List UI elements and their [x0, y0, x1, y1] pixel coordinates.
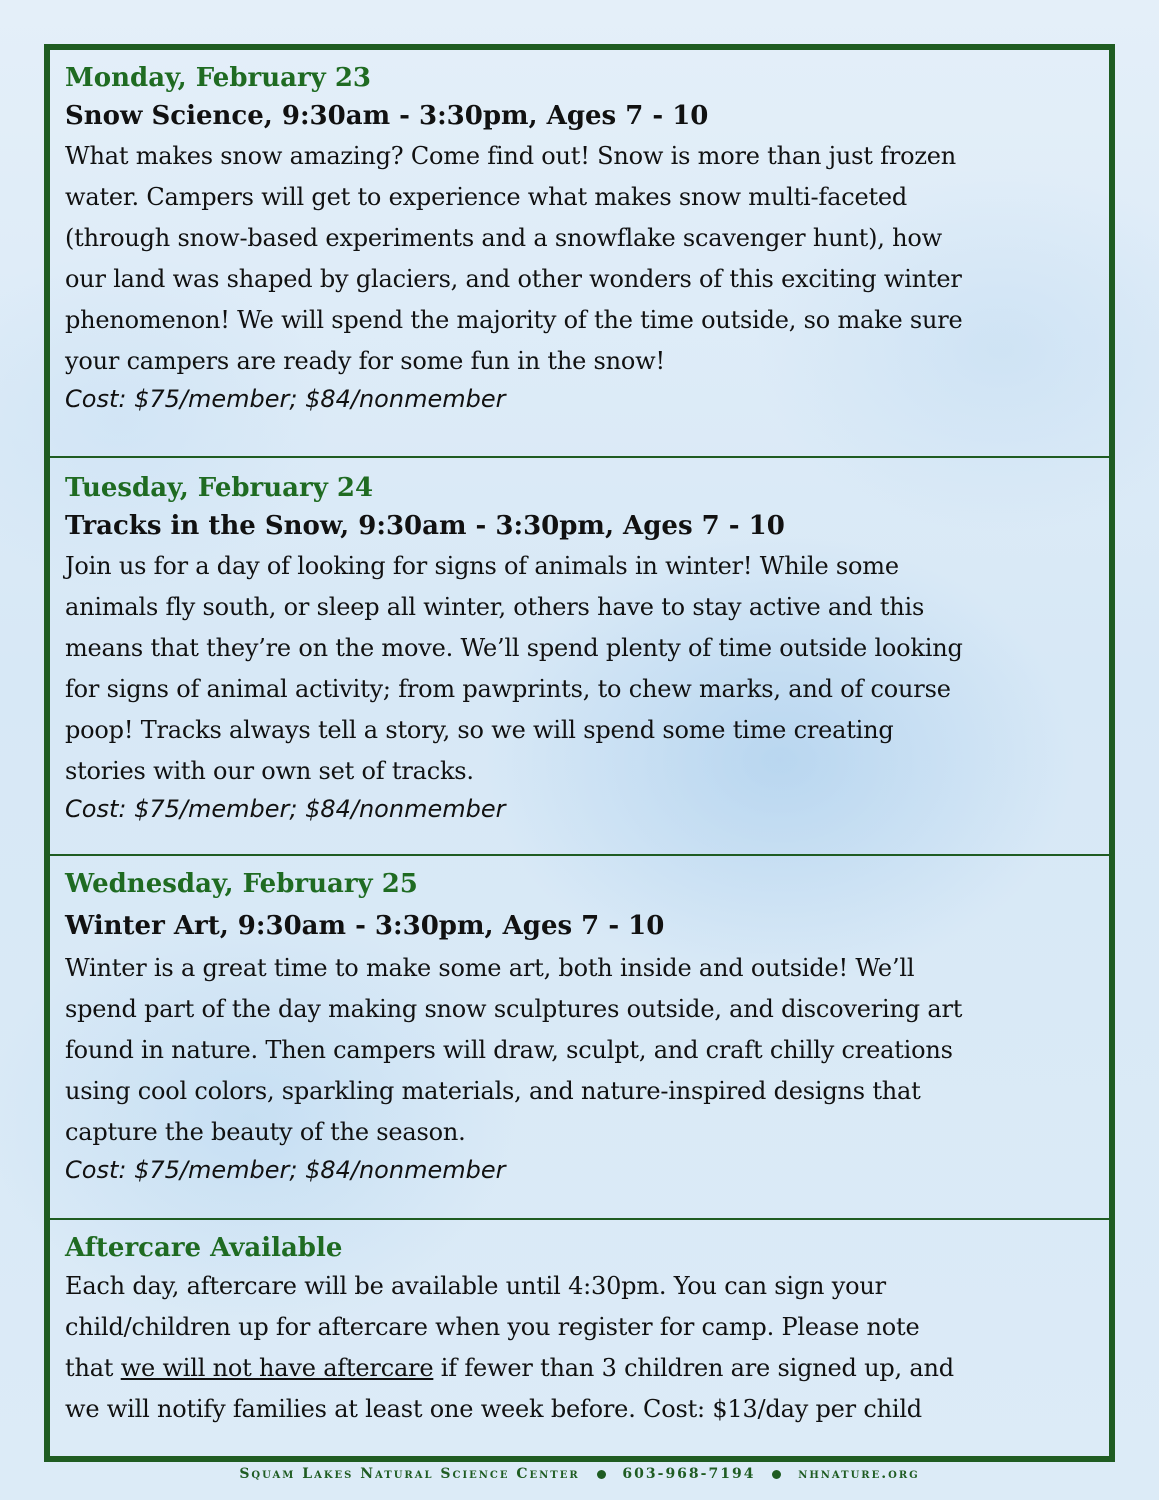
section-divider [50, 456, 1109, 458]
description-line: for signs of animal activity; from pawprints, to chew marks, and of course [65, 675, 951, 703]
bullet-dot-icon [772, 1470, 781, 1479]
description-line: stories with our own set of tracks. [65, 757, 474, 785]
phone-number: 603-968-7194 [622, 1466, 756, 1482]
bullet-dot-icon [597, 1470, 606, 1479]
description-line: found in nature. Then campers will draw, sculpt, and craft chilly creations [65, 1036, 953, 1064]
session-title: Snow Science, 9:30am - 3:30pm, Ages 7 - 10 [65, 101, 709, 131]
description-line: (through snow-based experiments and a snowflake scavenger hunt), how [65, 224, 942, 252]
underlined-note: we will not have aftercare [120, 1354, 434, 1382]
section-divider [50, 1218, 1109, 1220]
schedule-frame [44, 44, 1115, 1462]
description-line: Winter is a great time to make some art, both inside and outside! We’ll [65, 954, 915, 982]
description-line: poop! Tracks always tell a story, so we will spend some time creating [65, 716, 894, 744]
session-title: Tracks in the Snow, 9:30am - 3:30pm, Ages 7 - 10 [65, 511, 785, 541]
session-day: Wednesday, February 25 [65, 869, 418, 899]
website-link[interactable]: nhnature.org [798, 1466, 920, 1482]
description-line: water. Campers will get to experience what makes snow multi-faceted [65, 183, 908, 211]
text-segment: that [65, 1354, 121, 1382]
description-line: your campers are ready for some fun in the snow! [65, 347, 665, 375]
description-line: Each day, aftercare will be available until 4:30pm. You can sign your [65, 1272, 886, 1300]
description-line: Join us for a day of looking for signs of animals in winter! While some [65, 552, 899, 580]
description-line: What makes snow amazing? Come find out! Snow is more than just frozen [65, 142, 957, 170]
session-description [65, 546, 1095, 792]
aftercare-heading: Aftercare Available [65, 1233, 343, 1263]
footer [0, 1466, 1159, 1482]
aftercare-section [50, 1230, 1109, 1430]
session-tuesday [50, 470, 1109, 826]
org-name: Squam Lakes Natural Science Center [239, 1466, 580, 1482]
description-line: capture the beauty of the season. [65, 1118, 466, 1146]
description-line: child/children up for aftercare when you register for camp. Please note [65, 1313, 920, 1341]
text-segment: if fewer than 3 children are signed up, and [433, 1354, 954, 1382]
session-cost: Cost: $75/member; $84/nonmember [65, 1156, 506, 1184]
description-line: means that they’re on the move. We’ll spend plenty of time outside looking [65, 634, 963, 662]
section-divider [50, 854, 1109, 856]
session-cost: Cost: $75/member; $84/nonmember [65, 385, 506, 413]
description-line: we will notify families at least one week before. Cost: $13/day per child [65, 1395, 922, 1423]
description-line: animals fly south, or sleep all winter, others have to stay active and this [65, 593, 925, 621]
description-line: our land was shaped by glaciers, and other wonders of this exciting winter [65, 265, 962, 293]
aftercare-description [65, 1266, 1095, 1430]
session-day: Tuesday, February 24 [65, 473, 374, 503]
description-line: using cool colors, sparkling materials, and nature-inspired designs that [65, 1077, 921, 1105]
description-line [65, 1348, 1095, 1389]
session-cost: Cost: $75/member; $84/nonmember [65, 795, 506, 823]
session-description [65, 948, 1095, 1153]
session-wednesday [50, 866, 1109, 1187]
session-day: Monday, February 23 [65, 63, 372, 93]
session-title: Winter Art, 9:30am - 3:30pm, Ages 7 - 10 [65, 911, 665, 941]
session-description [65, 136, 1095, 382]
session-monday [50, 60, 1109, 416]
description-line: phenomenon! We will spend the majority of the time outside, so make sure [65, 306, 963, 334]
description-line: spend part of the day making snow sculptures outside, and discovering art [65, 995, 963, 1023]
